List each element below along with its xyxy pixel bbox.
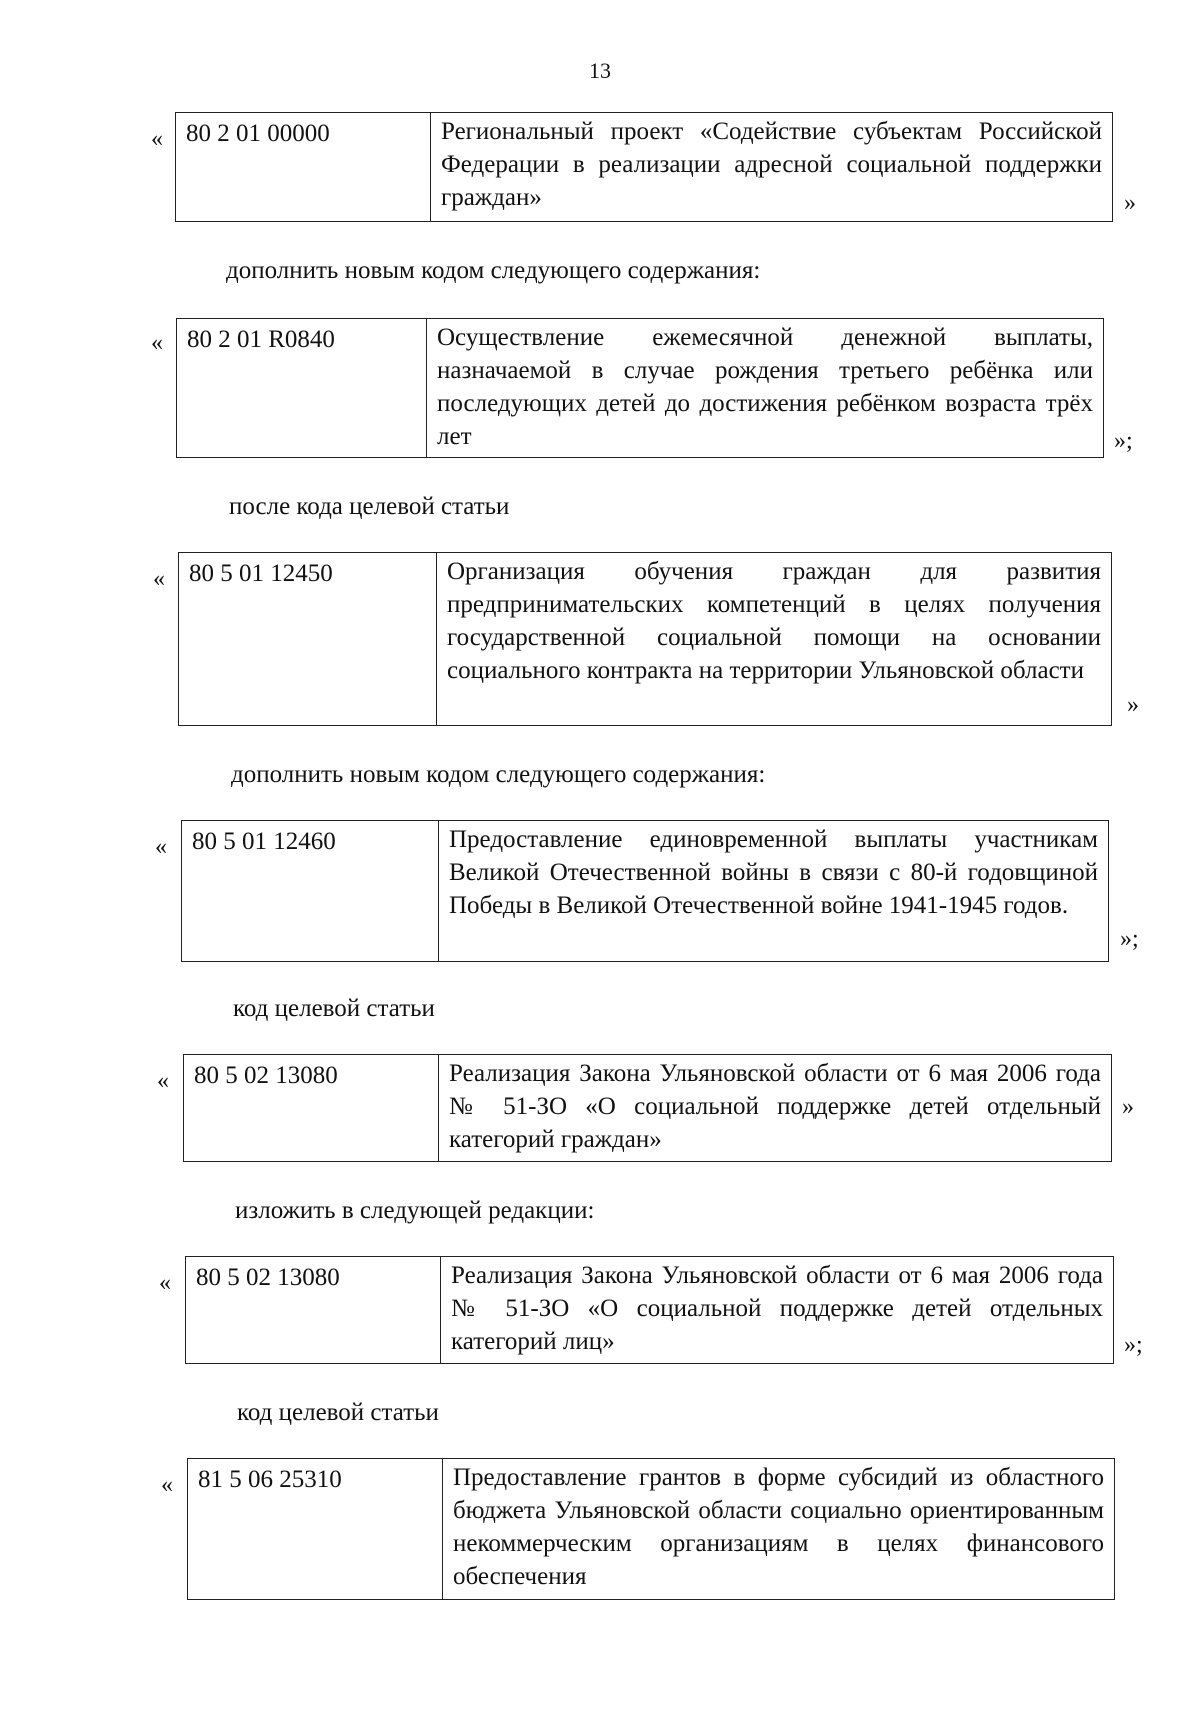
opening-quote: « — [153, 566, 165, 592]
target-article-description: Осуществление ежемесячной денежной выплаты, назначаемой в случае рождения третьего ребёнка или последующих детей до достижения ребёнком возраста трёх лет — [437, 324, 1093, 450]
opening-quote: « — [151, 330, 163, 356]
instruction-text: дополнить новым кодом следующего содержания: — [226, 257, 761, 284]
code-table — [183, 1054, 1112, 1162]
instruction-text: после кода целевой статьи — [229, 493, 510, 520]
target-article-code: 80 2 01 R0840 — [177, 319, 427, 457]
code-table — [176, 318, 1104, 458]
code-table — [185, 1256, 1114, 1364]
closing-quote: » — [1127, 692, 1139, 718]
target-article-code: 80 5 02 13080 — [184, 1055, 439, 1161]
instruction-text: код целевой статьи — [237, 1399, 439, 1426]
target-article-description: Предоставление грантов в форме субсидий из областного бюджета Ульяновской области социально ориентированным некоммерческим организациям в целях финансового обеспечения — [453, 1464, 1104, 1590]
closing-quote: » — [1124, 190, 1136, 216]
target-article-code: 80 5 01 12460 — [182, 821, 439, 961]
target-article-description: Реализация Закона Ульяновской области от 6 мая 2006 года № 51-ЗО «О социальной поддержке детей отдельных категорий лиц» — [451, 1262, 1103, 1355]
target-article-description: Предоставление единовременной выплаты участникам Великой Отечественной войны в связи с 80-й годовщиной Победы в Великой Отечественной войне 1941-1945 годов. — [449, 826, 1098, 919]
target-article-code: 80 2 01 00000 — [176, 113, 431, 221]
code-table — [181, 820, 1109, 962]
target-article-code: 81 5 06 25310 — [188, 1459, 443, 1599]
closing-quote: »; — [1124, 1332, 1143, 1358]
target-article-code: 80 5 01 12450 — [179, 553, 437, 725]
closing-quote: »; — [1120, 926, 1139, 952]
code-table — [187, 1458, 1115, 1600]
code-table — [175, 112, 1113, 222]
opening-quote: « — [155, 834, 167, 860]
opening-quote: « — [157, 1068, 169, 1094]
target-article-description: Организация обучения граждан для развития предпринимательских компетенций в целях получения государственной социальной помощи на основании социального контракта на территории Ульяновской области — [447, 558, 1101, 684]
instruction-text: код целевой статьи — [233, 995, 435, 1022]
opening-quote: « — [151, 126, 163, 152]
opening-quote: « — [161, 1472, 173, 1498]
target-article-code: 80 5 02 13080 — [186, 1257, 441, 1363]
page-number: 13 — [589, 58, 611, 83]
instruction-text: изложить в следующей редакции: — [235, 1197, 595, 1224]
closing-quote: » — [1122, 1094, 1134, 1120]
code-table — [178, 552, 1112, 726]
target-article-description: Региональный проект «Содействие субъектам Российской Федерации в реализации адресной социальной поддержки граждан» — [441, 118, 1102, 211]
instruction-text: дополнить новым кодом следующего содержания: — [231, 761, 766, 788]
target-article-description: Реализация Закона Ульяновской области от 6 мая 2006 года № 51-ЗО «О социальной поддержке детей отдельный категорий граждан» — [449, 1060, 1101, 1153]
closing-quote: »; — [1114, 428, 1133, 454]
opening-quote: « — [159, 1270, 171, 1296]
